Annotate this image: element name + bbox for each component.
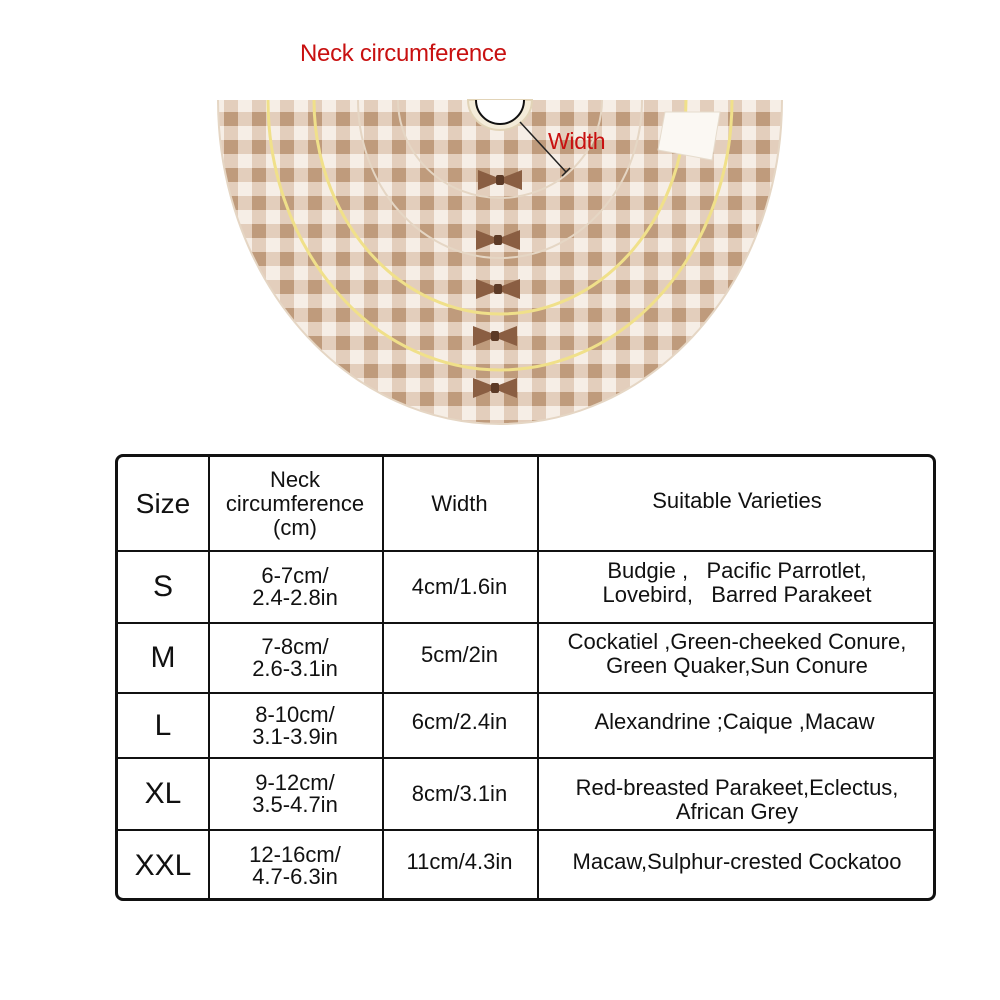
neck-circumference-annotation: Neck circumference bbox=[300, 40, 507, 67]
row-s-neck: 6-7cm/ 2.4-2.8in bbox=[252, 563, 338, 610]
size-chart-table bbox=[115, 454, 936, 901]
row-m-size: M bbox=[150, 641, 176, 674]
row-xl-neck: 9-12cm/ 3.5-4.7in bbox=[252, 770, 338, 817]
row-xxl-size: XXL bbox=[134, 849, 192, 882]
row-s-size: S bbox=[152, 570, 173, 603]
row-xl-size: XL bbox=[144, 777, 182, 810]
header-suitable-varieties: Suitable Varieties bbox=[652, 488, 822, 513]
bird-collar-product-image bbox=[0, 0, 1000, 440]
row-s-width: 4cm/1.6in bbox=[411, 574, 508, 599]
row-m-width: 5cm/2in bbox=[420, 642, 499, 667]
row-xxl-width: 11cm/4.3in bbox=[406, 849, 513, 874]
header-size: Size bbox=[135, 487, 191, 519]
width-annotation: Width bbox=[548, 128, 606, 154]
header-width: Width bbox=[431, 490, 488, 516]
row-l-width: 6cm/2.4in bbox=[411, 708, 508, 734]
row-xl-width: 8cm/3.1in bbox=[411, 781, 508, 806]
header-neck-circumference: Neck circumference (cm) bbox=[225, 466, 365, 540]
row-l-varieties: Alexandrine ;Caique ,Macaw bbox=[594, 708, 875, 734]
row-xxl-neck: 12-16cm/ 4.7-6.3in bbox=[249, 842, 341, 889]
row-m-neck: 7-8cm/ 2.6-3.1in bbox=[252, 634, 338, 681]
row-xl-varieties: Red-breasted Parakeet,Eclectus, African Grey bbox=[575, 775, 899, 824]
row-xxl-varieties: Macaw,Sulphur-crested Cockatoo bbox=[572, 849, 902, 874]
row-l-size: L bbox=[154, 708, 172, 742]
row-s-varieties: Budgie , Pacific Parrotlet, Lovebird, Barred Parakeet bbox=[602, 558, 872, 607]
row-l-neck: 8-10cm/ 3.1-3.9in bbox=[252, 701, 338, 749]
row-m-varieties: Cockatiel ,Green-cheeked Conure, Green Quaker,Sun Conure bbox=[567, 629, 907, 678]
